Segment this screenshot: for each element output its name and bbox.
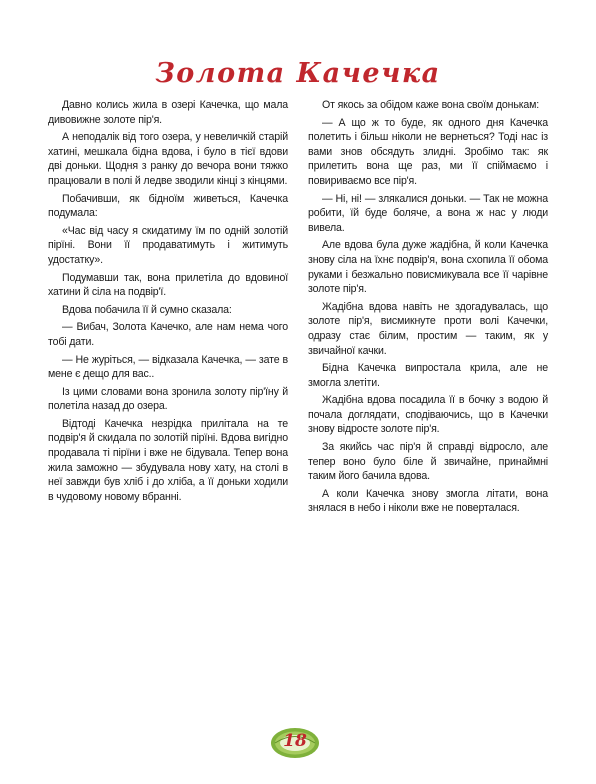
text-column-right — [308, 98, 548, 519]
text-column-left — [48, 98, 288, 507]
paragraph: Бідна Качечка випростала крила, але не змогла злетіти. — [308, 362, 548, 389]
paragraph: — Вибач, Золота Качечко, але нам нема чого тобі дати. — [48, 321, 288, 348]
paragraph: Давно колись жила в озері Качечка, що мала дивовижне золоте пір'я. — [48, 99, 288, 126]
paragraph: — А що ж то буде, як одного дня Качечка полетить і більш ніколи не вернеться? Тоді нас із вами знов обсядуть злидні. Зробімо так: як прилетить вона ще раз, ми її спіймаємо і повириваємо все пір'я. — [308, 116, 548, 187]
paragraph: От якось за обідом каже вона своїм донькам: — [322, 99, 540, 111]
paragraph: Відтоді Качечка незрідка прилітала на те подвір'я й скидала по золотій пірїні. Вдова вигідно продавала ті пірїни і вже не бідувала. Тепер вона жила заможно — збудувала нову хату, на столі в неї завжди був хліб і до хліба, а її доньки ходили в чудовому новому вбранні. — [48, 417, 288, 503]
paragraph: — Ні, ні! — злякалися доньки. — Так не можна робити, їй буде боляче, а вона ж нас у люди вивела. — [308, 192, 548, 234]
page-number-badge — [269, 724, 321, 760]
paragraph: Вдова побачила її й сумно сказала: — [62, 303, 232, 316]
page-title: Золота Качечка — [155, 58, 441, 90]
paragraph: Подумавши так, вона прилетіла до вдовиної хатини й сіла на подвір'ї. — [48, 271, 288, 299]
paragraph: Із цими словами вона зронила золоту пір'їну й полетіла назад до озера. — [48, 385, 288, 413]
paragraph: Жадібна вдова посадила її в бочку з водою й почала доглядати, сподіваючись, що в Качечки знову відросте золоте пір'я. — [308, 394, 548, 436]
page-number: 18 — [283, 731, 307, 751]
paragraph: Жадібна вдова навіть не здогадувалась, що золоте пір'я, висмикнуте проти волі Качечки, одразу стає білим, простим — таким, як у звичайної качки. — [308, 300, 548, 357]
paragraph: Побачивши, як бідноїм живеться, Качечка подумала: — [48, 192, 288, 220]
paragraph: Але вдова була дуже жадібна, й коли Качечка знову сіла на їхнє подвір'я, вона схопила її обома руками і безжально повисмикувала все її чарівне золоте пір'я. — [308, 239, 548, 296]
paragraph: — Не журіться, — відказала Качечка, — зате в мене є дещо для вас.. — [48, 353, 288, 381]
paragraph: А коли Качечка знову змогла літати, вона знялася в небо і ніколи вже не поверталася. — [308, 487, 548, 515]
paragraph: «Час від часу я скидатиму їм по одній золотій пірїні. Вони її продаватимуть і житимуть удостатку». — [48, 224, 288, 266]
paragraph: А неподалік від того озера, у невеличкій старій хатині, мешкала бідна вдова, і було в тієї вдови дві доньки. Щодня з ранку до вечора вони тяжко працювали в полі й ледве зводили кінці з кінцями. — [48, 131, 288, 187]
paragraph: За якийсь час пір'я й справді відросло, але тепер воно було біле й звичайне, принаймні таким його бачила вдова. — [308, 441, 548, 483]
